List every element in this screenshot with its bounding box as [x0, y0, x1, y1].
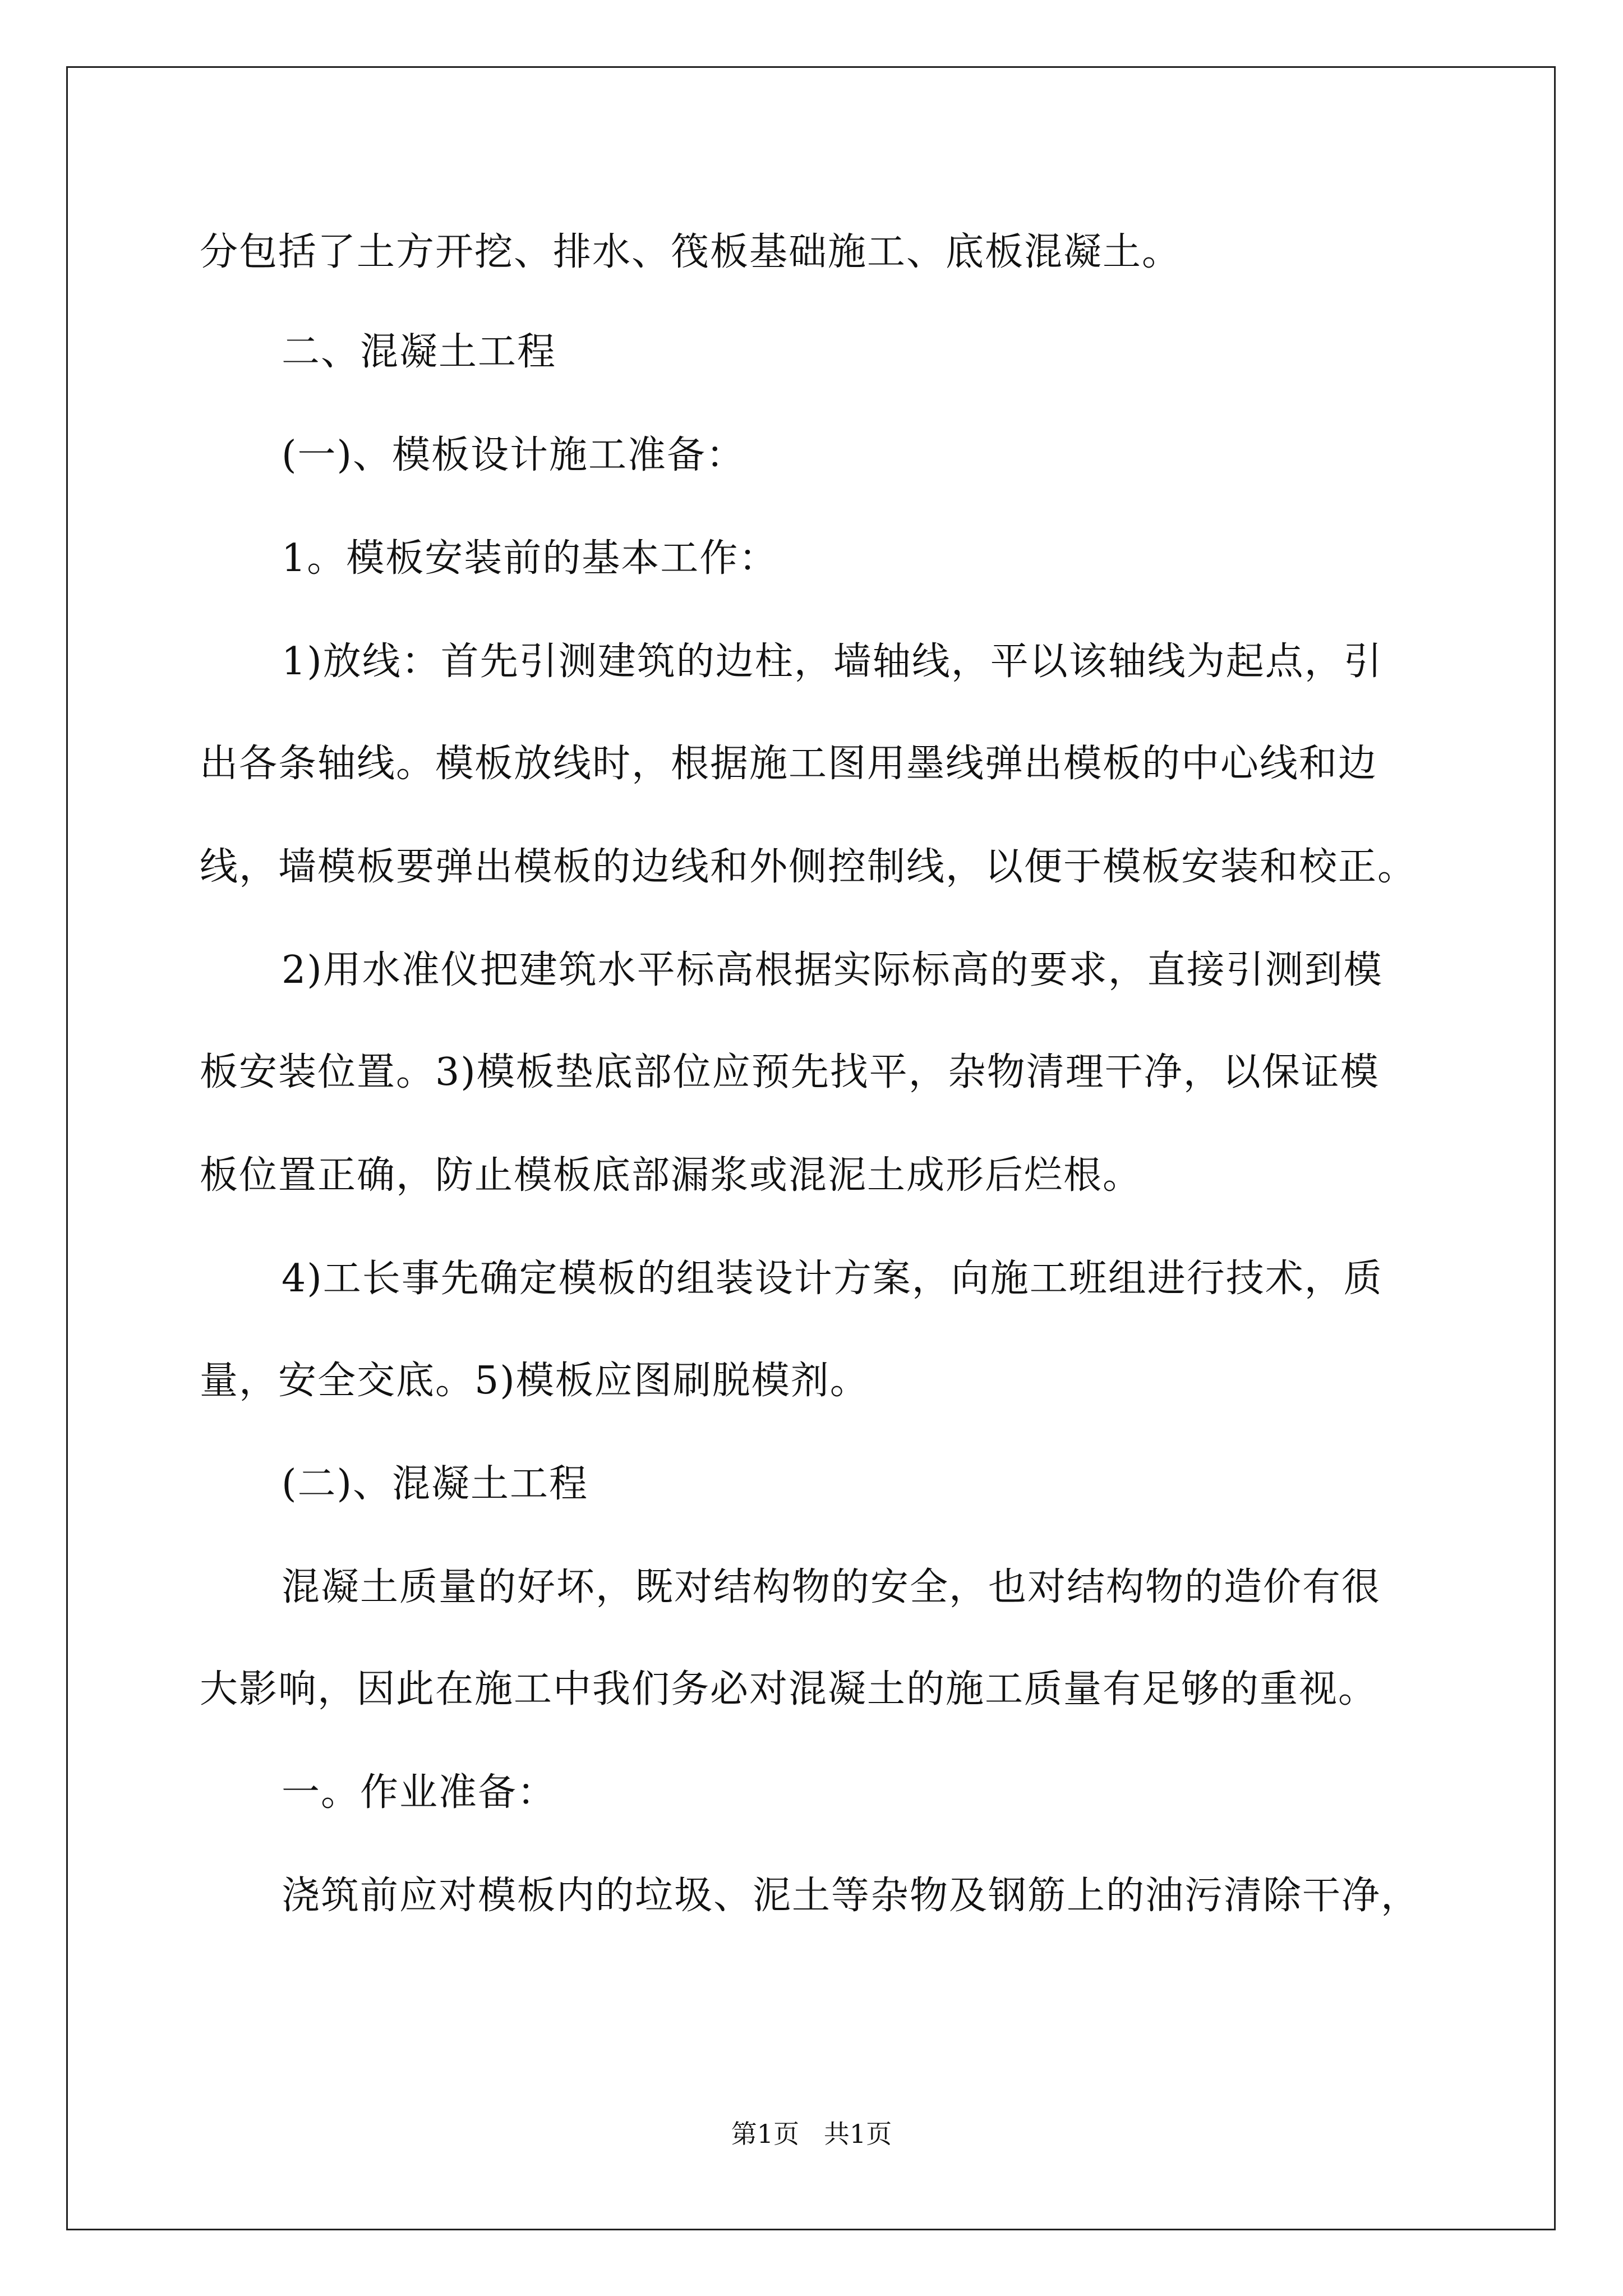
- subsection-heading: (一)、模板设计施工准备：: [282, 433, 746, 477]
- item-heading: 1。模板安装前的基本工作：: [282, 536, 778, 581]
- section-heading: 二、混凝土工程: [282, 330, 557, 374]
- text-line-6: 出各条轴线。模板放线时，根据施工图用墨线弹出模板的中心线和边: [200, 742, 1378, 786]
- text-line-17: 浇筑前应对模板内的垃圾、泥土等杂物及钢筋上的油污清除干净，: [282, 1874, 1421, 1918]
- text-line-11: 4)工长事先确定模板的组装设计方案，向施工班组进行技术，质: [282, 1257, 1383, 1301]
- item-heading-2: 一。作业准备：: [282, 1770, 557, 1815]
- text-line-15: 大影响，因此在施工中我们务必对混凝土的施工质量有足够的重视。: [200, 1667, 1378, 1711]
- text-line-10: 板位置正确，防止模板底部漏浆或混泥土成形后烂根。: [200, 1153, 1142, 1198]
- text-line-8: 2)用水准仪把建筑水平标高根据实际标高的要求，直接引测到模: [282, 948, 1383, 992]
- text-line-12: 量，安全交底。5)模板应图刷脱模剂。: [200, 1359, 869, 1403]
- subsection-heading-2: (二)、混凝土工程: [282, 1462, 589, 1506]
- text-line-7: 线，墙模板要弹出模板的边线和外侧控制线，以便于模板安装和校正。: [200, 845, 1417, 889]
- text-line-14: 混凝土质量的好坏，既对结构物的安全，也对结构物的造价有很: [282, 1565, 1381, 1609]
- text-line-5: 1)放线：首先引测建筑的边柱，墙轴线，平以该轴线为起点，引: [282, 639, 1383, 684]
- text-line-9: 板安装位置。3)模板垫底部位应预先找平，杂物清理干净，以保证模: [200, 1050, 1380, 1094]
- page-footer: 第1页 共1页: [731, 2119, 892, 2149]
- text-line-1: 分包括了土方开挖、排水、筏板基础施工、底板混凝土。: [200, 230, 1182, 274]
